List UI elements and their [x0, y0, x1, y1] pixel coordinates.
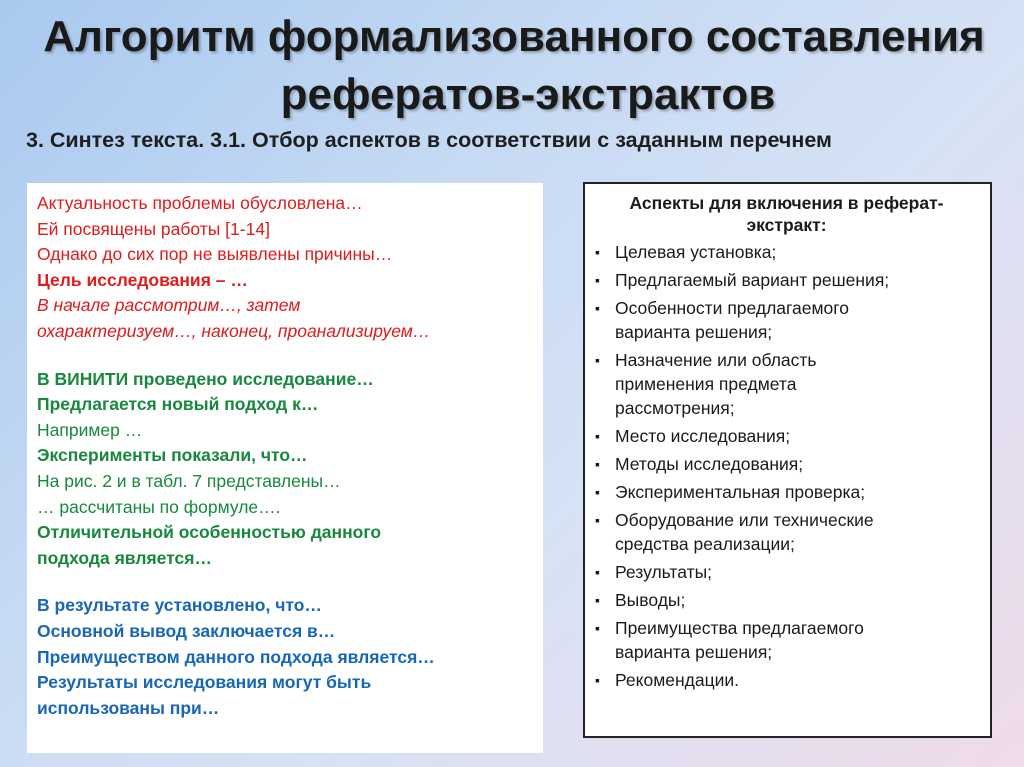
aspects-title-line-1: Аспекты для включения в реферат-	[629, 193, 944, 213]
phrase-relevance: Актуальность проблемы обусловлена…	[37, 193, 363, 213]
list-item: ▪ Место исследования;	[595, 426, 791, 446]
phrase-research-done: В ВИНИТИ проведено исследование…	[37, 368, 374, 389]
slide-title	[0, 8, 1024, 124]
phrase-works: Ей посвящены работы [1-14]	[37, 218, 270, 239]
phrase-distinctive-1: Отличительной особенностью данного	[37, 522, 382, 543]
title-line-2: рефератов-экстрактов	[280, 70, 776, 119]
bullet-icon: ▪	[595, 428, 600, 444]
list-item: ▪ Предлагаемый вариант решения;	[595, 270, 890, 290]
phrase-new-approach: Предлагается новый подход к…	[37, 394, 319, 415]
phrase-formula: … рассчитаны по формуле….	[37, 496, 281, 517]
phrase-unresolved: Однако до сих пор не выявлены причины…	[37, 244, 393, 265]
bullet-icon: ▪	[595, 672, 600, 688]
list-item: ▪ Оборудование или технические средства реализации;	[595, 510, 874, 554]
list-item: ▪ Особенности предлагаемого варианта решения;	[595, 298, 849, 342]
aspects-panel	[583, 182, 992, 738]
example-phrases-panel	[27, 183, 543, 753]
aspects-title	[595, 192, 978, 236]
list-item: ▪ Целевая установка;	[595, 242, 777, 262]
bullet-icon: ▪	[595, 456, 600, 472]
bullet-icon: ▪	[595, 300, 600, 316]
phrase-main-conclusion: Основной вывод заключается в…	[37, 620, 336, 641]
list-item: ▪ Экспериментальная проверка;	[595, 482, 866, 502]
phrase-usage-1: Результаты исследования могут быть	[37, 672, 372, 693]
phrase-usage-2: использованы при…	[37, 697, 220, 718]
bullet-icon: ▪	[595, 484, 600, 500]
bullet-icon: ▪	[595, 352, 600, 368]
phrase-figures: На рис. 2 и в табл. 7 представлены…	[37, 470, 341, 491]
phrase-goal: Цель исследования – …	[37, 269, 248, 290]
slide-subtitle: 3. Синтез текста. 3.1. Отбор аспектов в соответствии с заданным перечнем	[26, 128, 832, 152]
bullet-icon: ▪	[595, 592, 600, 608]
bullet-icon: ▪	[595, 512, 600, 528]
aspects-list	[595, 240, 978, 692]
phrase-experiments: Эксперименты показали, что…	[37, 445, 308, 466]
phrase-established: В результате установлено, что…	[37, 595, 322, 616]
bullet-icon: ▪	[595, 244, 600, 260]
list-item: ▪ Выводы;	[595, 590, 686, 610]
phrase-plan-1: В начале рассмотрим…, затем	[37, 295, 301, 316]
phrase-distinctive-2: подхода является…	[37, 547, 212, 568]
phrase-advantage: Преимуществом данного подхода является…	[37, 646, 435, 667]
phrase-plan-2: охарактеризуем…, наконец, проанализируем…	[37, 320, 431, 341]
bullet-icon: ▪	[595, 272, 600, 288]
list-item: ▪ Результаты;	[595, 562, 713, 582]
list-item: ▪ Преимущества предлагаемого варианта решения;	[595, 618, 864, 662]
bullet-icon: ▪	[595, 564, 600, 580]
list-item: ▪ Назначение или область применения предмета рассмотрения;	[595, 350, 817, 418]
list-item: ▪ Рекомендации.	[595, 670, 740, 690]
aspects-title-line-2: экстракт:	[746, 215, 827, 235]
list-item: ▪ Методы исследования;	[595, 454, 804, 474]
phrase-example: Например …	[37, 419, 143, 440]
title-line-1: Алгоритм формализованного составления	[43, 12, 985, 61]
bullet-icon: ▪	[595, 620, 600, 636]
